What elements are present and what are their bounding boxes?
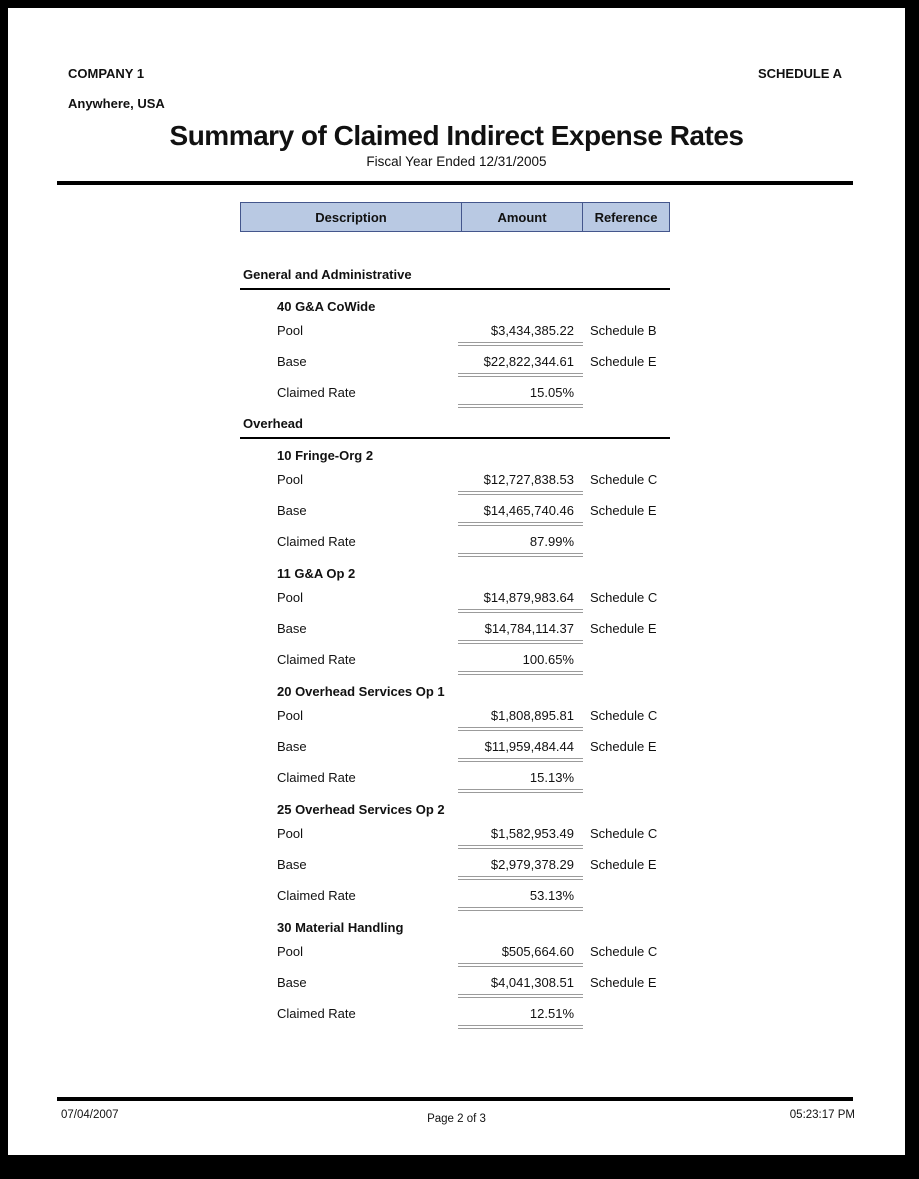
row-amount: 15.05% — [458, 384, 583, 408]
row-reference — [583, 904, 670, 911]
row-amount: $505,664.60 — [458, 943, 583, 967]
expense-section — [240, 266, 670, 408]
table-row — [240, 651, 670, 675]
table-row — [240, 707, 670, 731]
row-reference — [583, 786, 670, 793]
row-label: Pool — [277, 472, 304, 487]
cost-pool-name: 40 G&A CoWide — [277, 299, 376, 314]
cost-pool-name: 25 Overhead Services Op 2 — [277, 802, 445, 817]
group-rows — [240, 471, 670, 557]
row-amount: $3,434,385.22 — [458, 322, 583, 346]
footer-page-number: Page 2 of 3 — [427, 1113, 486, 1125]
cost-pool-name: 10 Fringe-Org 2 — [277, 448, 374, 463]
row-label: Pool — [277, 944, 304, 959]
row-amount: 15.13% — [458, 769, 583, 793]
row-amount: $2,979,378.29 — [458, 856, 583, 880]
row-amount: $14,465,740.46 — [458, 502, 583, 526]
row-amount: $4,041,308.51 — [458, 974, 583, 998]
cost-pool-name: 20 Overhead Services Op 1 — [277, 684, 445, 699]
row-amount: $14,879,983.64 — [458, 589, 583, 613]
column-header-reference: Reference — [594, 209, 658, 225]
group-rows — [240, 589, 670, 675]
cost-pool-group — [240, 298, 670, 408]
row-reference: Schedule E — [590, 975, 657, 990]
row-reference — [583, 401, 670, 408]
table-row — [240, 589, 670, 613]
row-reference: Schedule E — [590, 857, 657, 872]
cost-pool-name: 11 G&A Op 2 — [277, 566, 356, 581]
cost-pool-group — [240, 447, 670, 557]
table-header-row — [240, 202, 670, 232]
row-label: Claimed Rate — [277, 534, 356, 549]
document-footer — [8, 1085, 905, 1125]
group-rows — [240, 707, 670, 793]
document-header — [8, 8, 905, 185]
group-rows — [240, 322, 670, 408]
row-reference: Schedule B — [590, 323, 657, 338]
row-label: Base — [277, 354, 307, 369]
cost-pool-group — [240, 801, 670, 911]
row-label: Claimed Rate — [277, 385, 356, 400]
table-row — [240, 322, 670, 346]
section-heading: Overhead — [240, 415, 670, 439]
row-label: Claimed Rate — [277, 1006, 356, 1021]
column-header-amount: Amount — [462, 203, 583, 231]
row-reference — [583, 550, 670, 557]
table-row — [240, 353, 670, 377]
row-label: Pool — [277, 708, 304, 723]
row-label: Pool — [277, 323, 304, 338]
cost-pool-group — [240, 683, 670, 793]
table-row — [240, 825, 670, 849]
company-name: COMPANY 1 — [68, 66, 145, 81]
table-row — [240, 974, 670, 998]
header-rule — [57, 181, 853, 185]
page-subtitle: Fiscal Year Ended 12/31/2005 — [366, 154, 547, 169]
table-row — [240, 738, 670, 762]
expense-section — [240, 415, 670, 1029]
cost-pool-group — [240, 919, 670, 1029]
row-amount: $1,582,953.49 — [458, 825, 583, 849]
row-amount: $22,822,344.61 — [458, 353, 583, 377]
row-reference: Schedule E — [590, 621, 657, 636]
table-body — [240, 266, 670, 1029]
row-label: Pool — [277, 826, 304, 841]
row-reference: Schedule C — [590, 826, 658, 841]
row-label: Base — [277, 975, 307, 990]
table-row — [240, 887, 670, 911]
cost-pool-group — [240, 565, 670, 675]
row-label: Base — [277, 503, 307, 518]
row-reference — [583, 1022, 670, 1029]
footer-time: 05:23:17 PM — [789, 1109, 855, 1121]
section-heading: General and Administrative — [240, 266, 670, 290]
row-label: Pool — [277, 590, 304, 605]
row-amount: $12,727,838.53 — [458, 471, 583, 495]
table-row — [240, 502, 670, 526]
table-row — [240, 620, 670, 644]
column-header-description: Description — [241, 203, 462, 231]
cost-pool-name: 30 Material Handling — [277, 920, 404, 935]
row-reference — [583, 668, 670, 675]
document-page — [8, 8, 905, 1155]
row-amount: 100.65% — [458, 651, 583, 675]
section-groups — [240, 447, 670, 1029]
row-reference: Schedule E — [590, 503, 657, 518]
footer-row — [8, 1101, 905, 1125]
row-reference: Schedule E — [590, 354, 657, 369]
row-label: Base — [277, 857, 307, 872]
table-row — [240, 1005, 670, 1029]
row-reference: Schedule C — [590, 472, 658, 487]
row-reference: Schedule C — [590, 944, 658, 959]
row-amount: $14,784,114.37 — [458, 620, 583, 644]
row-reference: Schedule E — [590, 739, 657, 754]
table-row — [240, 471, 670, 495]
section-groups — [240, 298, 670, 408]
row-label: Base — [277, 621, 307, 636]
table-row — [240, 384, 670, 408]
row-reference: Schedule C — [590, 590, 658, 605]
table-row — [240, 533, 670, 557]
row-label: Claimed Rate — [277, 770, 356, 785]
footer-date: 07/04/2007 — [61, 1109, 119, 1121]
row-label: Claimed Rate — [277, 888, 356, 903]
row-amount: 87.99% — [458, 533, 583, 557]
page-title: Summary of Claimed Indirect Expense Rates — [169, 120, 744, 151]
row-label: Claimed Rate — [277, 652, 356, 667]
table-row — [240, 943, 670, 967]
row-label: Base — [277, 739, 307, 754]
table-row — [240, 856, 670, 880]
row-amount: $11,959,484.44 — [458, 738, 583, 762]
row-reference: Schedule C — [590, 708, 658, 723]
report-table — [240, 202, 670, 1029]
row-amount: 12.51% — [458, 1005, 583, 1029]
group-rows — [240, 825, 670, 911]
row-amount: 53.13% — [458, 887, 583, 911]
header-corner-row — [8, 66, 905, 81]
schedule-label: SCHEDULE A — [757, 66, 842, 81]
group-rows — [240, 943, 670, 1029]
company-location: Anywhere, USA — [68, 96, 165, 111]
row-amount: $1,808,895.81 — [458, 707, 583, 731]
table-row — [240, 769, 670, 793]
